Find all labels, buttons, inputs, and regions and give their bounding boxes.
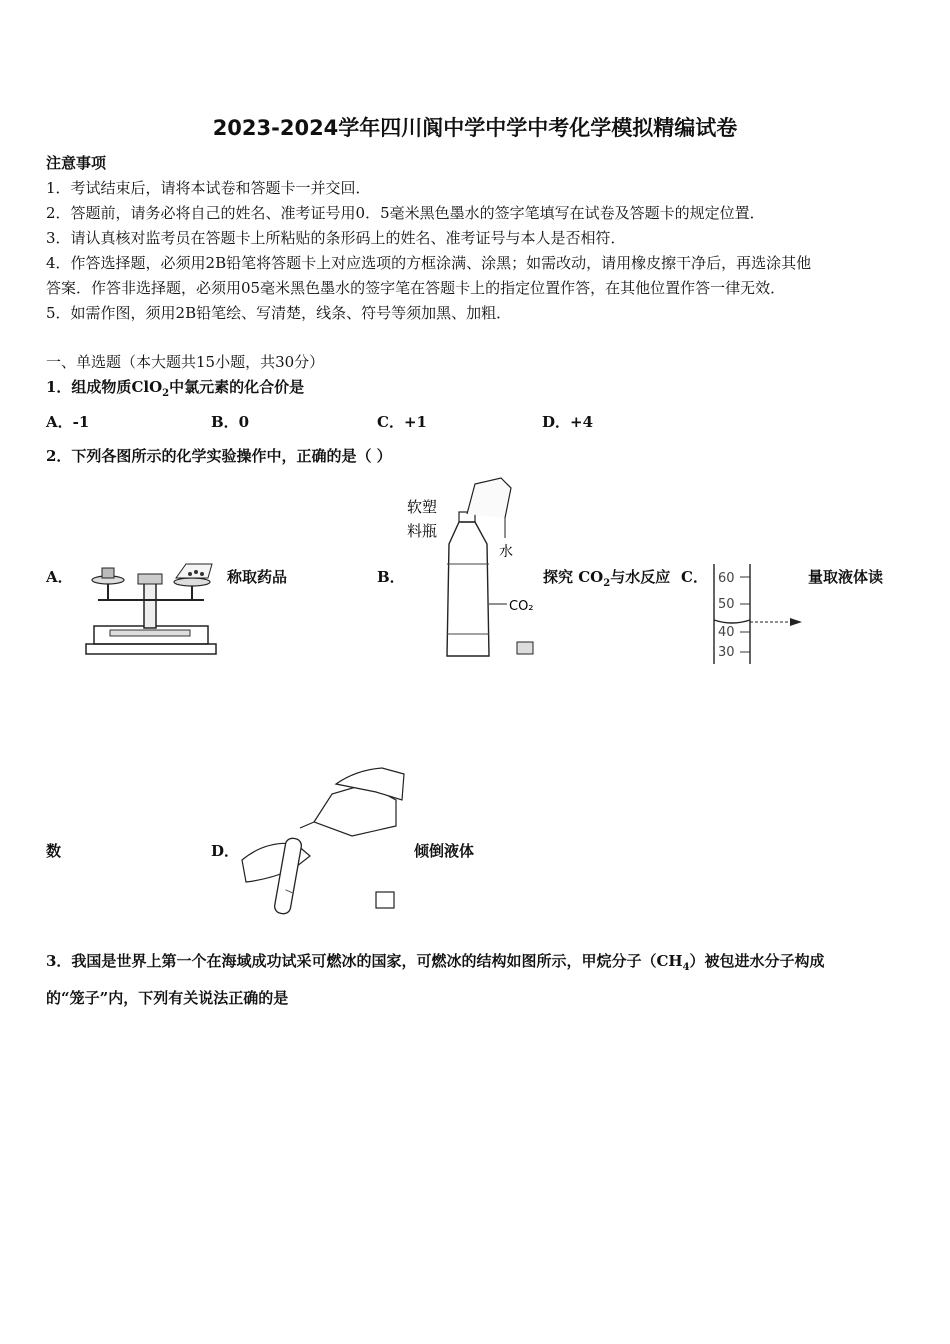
- notice-item: 3．请认真核对监考员在答题卡上所粘贴的条形码上的姓名、准考证号与本人是否相符．: [46, 229, 626, 247]
- plastic-bottle-figure: [405, 474, 545, 664]
- pouring-liquid-figure: [236, 764, 408, 920]
- question-2-option-b-label: 探究 $CO_2$与水反应: [543, 568, 671, 589]
- question-2-option-c-letter: C．: [681, 568, 708, 586]
- notice-heading: 注意事项: [46, 154, 107, 172]
- notice-item: 2．答题前，请务必将自己的姓名、准考证号用0．5毫米黑色墨水的签字笔填写在试卷及答题卡的规定位置．: [46, 204, 765, 222]
- question-2-option-a-letter: A．: [46, 568, 73, 586]
- notice-item: 1．考试结束后，请将本试卷和答题卡一并交回．: [46, 179, 371, 197]
- question-3-stem-line2: 的“笼子”内，下列有关说法正确的是: [46, 989, 289, 1007]
- question-1-option-a: A．-1: [46, 413, 90, 431]
- question-3-stem-line1: 3．我国是世界上第一个在海域成功试采可燃冰的国家，可燃冰的结构如图所示，甲烷分子$(CH_4)$被包进水分子构成: [46, 952, 825, 973]
- question-2-stem: 2．下列各图所示的化学实验操作中，正确的是（ ）: [46, 447, 392, 465]
- notice-item: 5．如需作图，须用2B铅笔绘、写清楚，线条、符号等须加黑、加粗．: [46, 304, 512, 322]
- water-label: 水: [499, 544, 513, 560]
- page-title: 2023-2024学年四川阆中学中学中考化学模拟精编试卷: [212, 116, 738, 140]
- question-1-stem: 1．组成物质ClO$_2$中氯元素的化合价是: [46, 378, 305, 399]
- bottle-label-1: 软塑: [407, 498, 438, 516]
- question-2-option-d-label: 倾倒液体: [414, 842, 475, 860]
- question-1-option-b: B．0: [211, 413, 250, 431]
- notice-item: 4．作答选择题，必须用2B铅笔将答题卡上对应选项的方框涂满、涂黑；如需改动，请用橡皮擦干净后，再选涂其他: [46, 254, 812, 272]
- cylinder-tick-50: 50: [718, 597, 735, 612]
- cylinder-tick-40: 40: [718, 625, 735, 640]
- question-2-option-c-label: 量取液体读: [808, 568, 884, 586]
- question-2-option-c-label-cont: 数: [46, 842, 62, 860]
- notice-item: 答案．作答非选择题，必须用05毫米黑色墨水的签字笔在答题卡上的指定位置作答，在其他位置作答一律无效．: [46, 279, 786, 297]
- question-2-option-a-label: 称取药品: [227, 568, 288, 586]
- question-1-option-c: C．+1: [377, 413, 427, 431]
- cylinder-tick-30: 30: [718, 645, 735, 660]
- section-heading: 一、单选题（本大题共15小题，共30分）: [46, 353, 325, 371]
- balance-scale-figure: [80, 560, 220, 658]
- cylinder-tick-60: 60: [718, 571, 735, 586]
- question-2-option-b-letter: B．: [377, 568, 405, 586]
- co2-label: CO₂: [509, 599, 534, 614]
- question-1-option-d: D．+4: [542, 413, 594, 431]
- question-2-option-d-letter: D．: [211, 842, 240, 860]
- graduated-cylinder-figure: [706, 562, 816, 666]
- bottle-label-2: 料瓶: [407, 522, 438, 540]
